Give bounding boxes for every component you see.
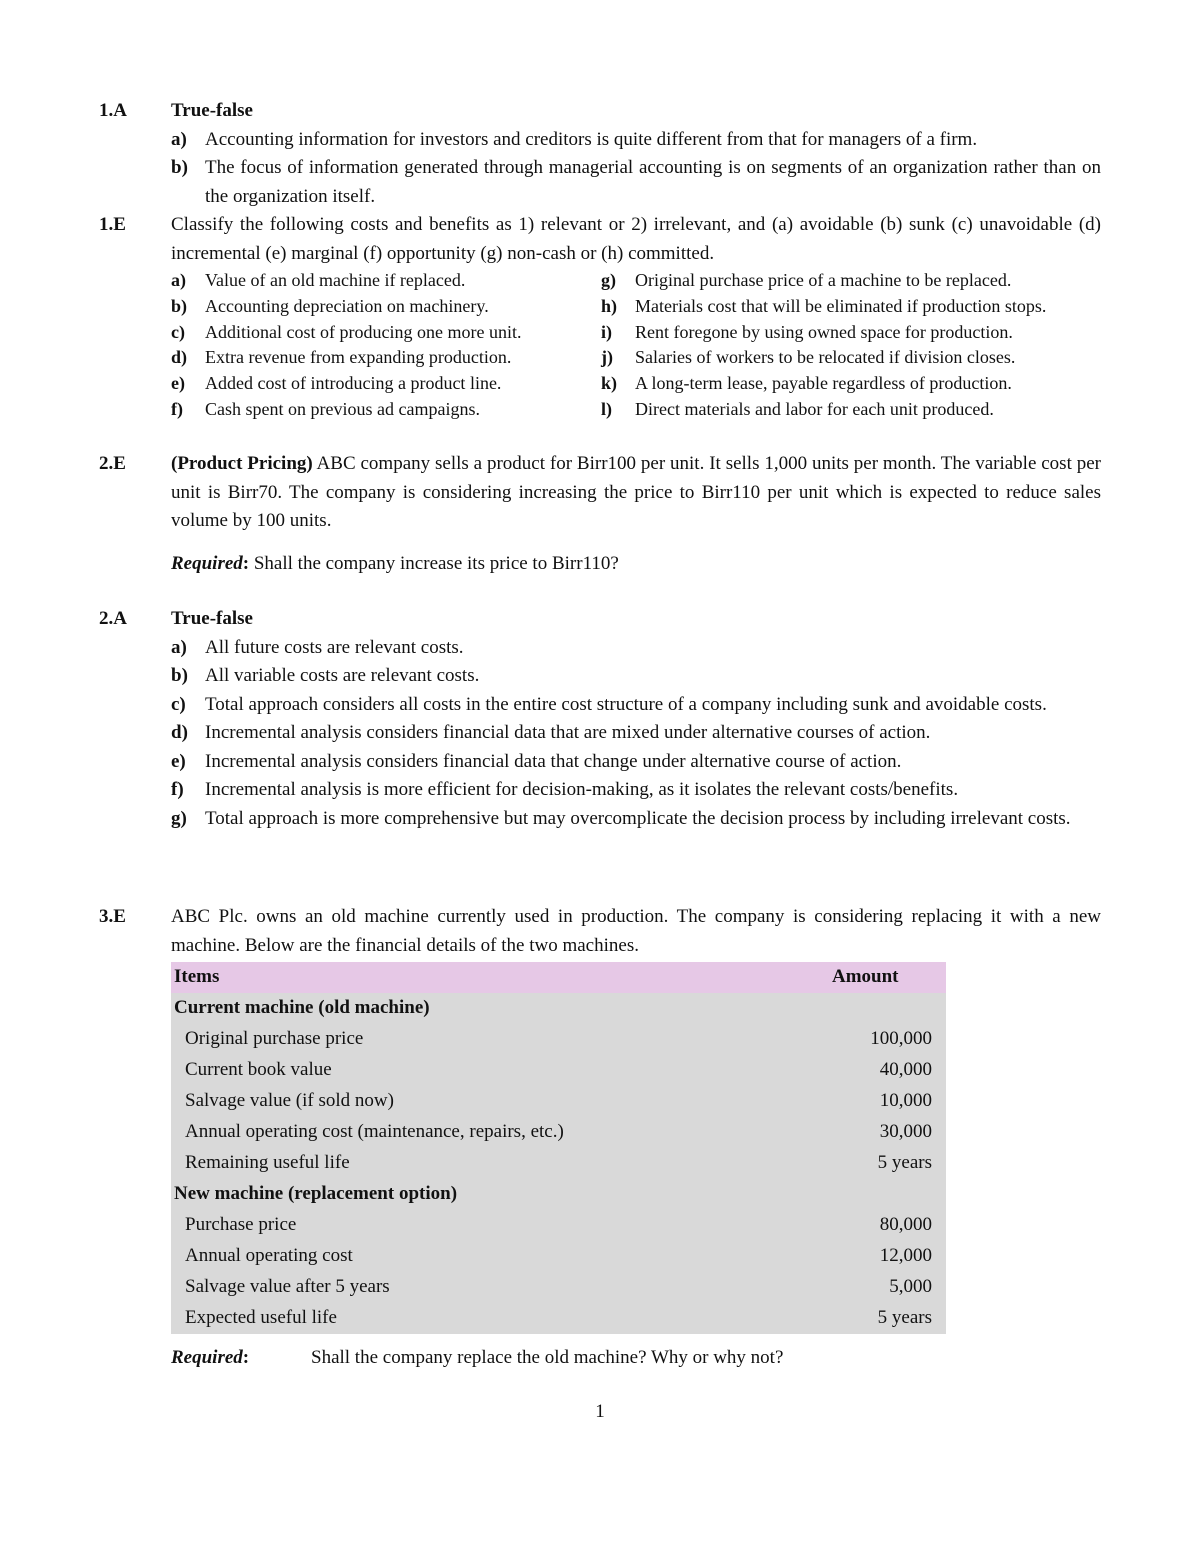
list-item (601, 371, 1101, 397)
item-label: c) (171, 321, 185, 342)
item-text: Value of an old machine if replaced. (205, 270, 466, 290)
table-row (171, 1148, 946, 1179)
row-amount: 30,000 (879, 1121, 932, 1143)
page-number: 1 (595, 1401, 605, 1422)
item-text: Additional cost of producing one more unit. (205, 321, 522, 342)
list-item (171, 719, 1101, 748)
list-item (171, 320, 601, 346)
row-item: Salvage value after 5 years (185, 1276, 390, 1298)
list-item (601, 320, 1101, 346)
row-item: Salvage value (if sold now) (185, 1090, 394, 1112)
item-label: d) (171, 722, 188, 743)
section-number: 1.E (99, 214, 126, 235)
table-header-row (171, 962, 946, 993)
section-title: True-false (171, 100, 253, 121)
list-item (171, 268, 601, 294)
section-paragraph (171, 450, 1101, 536)
group-old-label: Current machine (old machine) (174, 997, 430, 1019)
item-text: Accounting information for investors and creditors is quite different from that for managers of a firm. (205, 128, 978, 150)
list-item (171, 748, 1101, 777)
item-label: a) (171, 128, 187, 150)
item-text: The focus of information generated through managerial accounting is on segments of an organization rather than on the organization itself. (205, 157, 1101, 207)
item-text: Original purchase price of a machine to be replaced. (635, 270, 1012, 290)
table-row (171, 1117, 946, 1148)
table-group-row (171, 993, 946, 1024)
item-text: Incremental analysis considers financial data that change under alternative course of action. (205, 750, 902, 772)
list-item (601, 268, 1101, 294)
list-item (171, 776, 1101, 805)
required-label-wrap (171, 1344, 311, 1373)
section-intro: Classify the following costs and benefits as 1) relevant or 2) irrelevant, and (a) avoidable (b) sunk (c) unavoidable (d) incremental (e) marginal (f) opportunity (g) non-cash or (h) committed. (171, 214, 1101, 264)
item-label: g) (601, 270, 616, 290)
list-item (171, 805, 1101, 834)
row-item: Remaining useful life (185, 1152, 350, 1174)
row-item: Purchase price (185, 1214, 297, 1236)
section-3e (99, 903, 1101, 1373)
required-label: Required (171, 1347, 243, 1368)
header-amount: Amount (832, 962, 946, 993)
list-item (601, 397, 1101, 423)
list-item (171, 345, 601, 371)
section-2e (99, 450, 1101, 578)
item-label: j) (601, 347, 613, 368)
required-line (171, 550, 1101, 579)
item-label: a) (171, 636, 187, 658)
row-amount: 5 years (877, 1307, 932, 1329)
item-text: Rent foregone by using owned space for production. (635, 321, 1013, 342)
table-row (171, 1241, 946, 1272)
table-row (171, 1086, 946, 1117)
row-item: Expected useful life (185, 1307, 337, 1329)
section-number: 2.E (99, 453, 126, 474)
item-label: h) (601, 295, 618, 316)
list-item (601, 345, 1101, 371)
row-amount: 5,000 (889, 1276, 932, 1298)
list-item (171, 662, 1101, 691)
row-amount: 80,000 (879, 1214, 932, 1236)
item-label: b) (171, 157, 188, 178)
required-colon: : (242, 1347, 250, 1368)
row-amount: 10,000 (879, 1090, 932, 1112)
item-label: d) (171, 347, 188, 368)
item-label: b) (171, 665, 188, 686)
required-label: Required (171, 552, 243, 574)
list-item (171, 691, 1101, 720)
item-label: e) (171, 373, 185, 394)
item-text: All future costs are relevant costs. (205, 636, 464, 658)
machine-details-table (171, 962, 946, 1334)
item-text: Total approach is more comprehensive but may overcomplicate the decision process by including irrelevant costs. (205, 807, 1071, 829)
item-label: b) (171, 295, 188, 316)
row-amount: 100,000 (870, 1028, 932, 1050)
item-text: All variable costs are relevant costs. (205, 665, 480, 686)
list-item (601, 294, 1101, 320)
list-item (171, 371, 601, 397)
group-new-label: New machine (replacement option) (174, 1183, 458, 1205)
section-number: 2.A (99, 608, 127, 629)
table-row (171, 1210, 946, 1241)
list-item (171, 294, 601, 320)
item-text: Direct materials and labor for each unit produced. (635, 398, 994, 419)
list-item (171, 634, 1101, 663)
item-label: c) (171, 693, 186, 715)
item-text: Incremental analysis is more efficient for decision-making, as it isolates the relevant costs/benefits. (205, 779, 959, 800)
list-item (171, 154, 1101, 211)
section-title: (Product Pricing) (171, 453, 313, 474)
item-text: Total approach considers all costs in the entire cost structure of a company including sunk and avoidable costs. (205, 693, 1047, 715)
item-text: Salaries of workers to be relocated if division closes. (635, 347, 1016, 368)
required-line (171, 1344, 1101, 1373)
item-text: Materials cost that will be eliminated if production stops. (635, 295, 1047, 316)
section-2a (99, 605, 1101, 833)
item-label: f) (171, 779, 184, 800)
item-text: A long-term lease, payable regardless of production. (635, 373, 1012, 394)
section-1a (99, 97, 1101, 211)
classification-list (171, 268, 1101, 423)
row-amount: 5 years (877, 1152, 932, 1174)
list-item (171, 397, 601, 423)
item-text: Cash spent on previous ad campaigns. (205, 398, 480, 419)
section-number: 3.E (99, 906, 126, 927)
section-title: True-false (171, 608, 253, 629)
item-label: e) (171, 750, 186, 772)
item-label: a) (171, 270, 186, 290)
required-colon: : (242, 552, 250, 574)
item-text: Extra revenue from expanding production. (205, 347, 512, 368)
table-row (171, 1055, 946, 1086)
section-text: ABC company sells a product for Birr100 per unit. It sells 1,000 units per month. The variable cost per unit is Birr70. The company is considering increasing the price to Birr110 per unit which is expected to reduce sales volume by 100 units. (171, 453, 1101, 531)
item-label: g) (171, 807, 187, 829)
item-text: Incremental analysis considers financial data that are mixed under alternative courses of action. (205, 722, 931, 743)
row-amount: 40,000 (879, 1059, 932, 1081)
item-label: l) (601, 398, 612, 419)
required-text: Shall the company replace the old machine? Why or why not? (311, 1347, 784, 1368)
section-text: ABC Plc. owns an old machine currently used in production. The company is considering replacing it with a new machine. Below are the financial details of the two machines. (171, 906, 1101, 956)
row-amount: 12,000 (879, 1245, 932, 1267)
item-label: i) (601, 321, 612, 342)
header-items: Items (171, 962, 832, 993)
table-group-row (171, 1179, 946, 1210)
row-item: Current book value (185, 1059, 332, 1081)
row-item: Annual operating cost (maintenance, repairs, etc.) (185, 1121, 564, 1143)
list-item (171, 126, 1101, 155)
section-1e (99, 211, 1101, 423)
item-text: Accounting depreciation on machinery. (205, 295, 489, 316)
item-label: k) (601, 373, 618, 394)
row-item: Original purchase price (185, 1028, 364, 1050)
item-label: f) (171, 398, 183, 419)
section-number: 1.A (99, 100, 127, 121)
table-row (171, 1272, 946, 1303)
table-row (171, 1024, 946, 1055)
required-text: Shall the company increase its price to Birr110? (253, 552, 619, 574)
item-text: Added cost of introducing a product line. (205, 373, 502, 394)
row-item: Annual operating cost (185, 1245, 353, 1267)
table-row (171, 1303, 946, 1334)
